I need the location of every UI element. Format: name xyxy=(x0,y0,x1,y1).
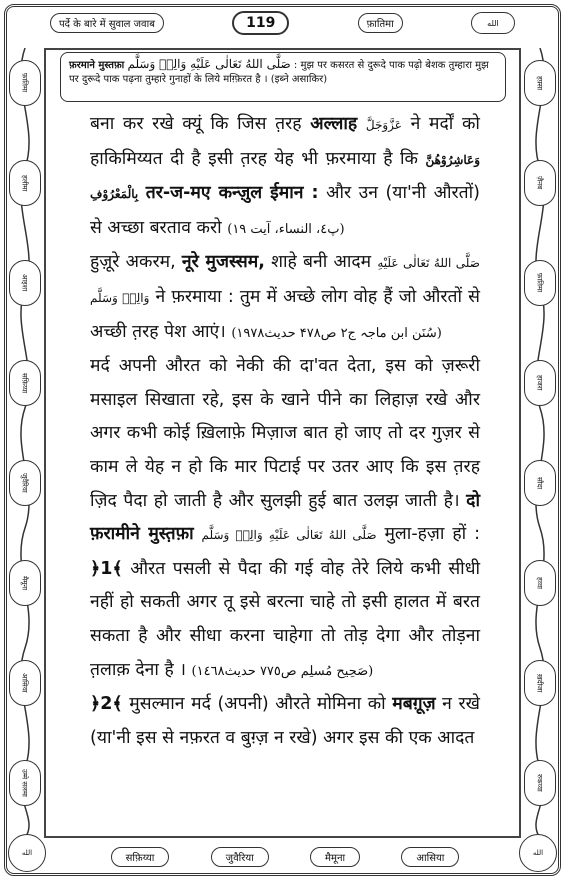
allah-word: अल्लाह xyxy=(310,114,358,134)
paragraph xyxy=(90,246,480,350)
banner-arabic: صَلَّى اللهُ تَعَالٰى عَلَيْهِ وَالِهٖ وَسَلَّم xyxy=(127,57,291,71)
header-name-label: फ़ातिमा xyxy=(358,13,403,33)
side-label-right: हफ़्सा xyxy=(524,60,556,106)
translation-label: तर-ज-मए कन्ज़ुल ईमान : xyxy=(145,183,319,204)
text-span: और उन (या'नी औरतों) से अच्छा बरताव करो xyxy=(90,183,480,238)
hadith-banner xyxy=(60,52,506,102)
paragraph xyxy=(90,350,480,688)
text-span: हुज़ूरे अकरम, xyxy=(90,252,176,273)
reference: (پ٤، النساء، آیت ١٩) xyxy=(227,221,345,237)
corner-calligraphy-left: الله xyxy=(8,834,46,872)
item-number: ﴿2﴾ xyxy=(90,694,123,715)
footer-label: मैमूना xyxy=(310,847,360,867)
paragraph xyxy=(90,688,480,755)
text-span: ने फ़रमाया : तुम में अच्छे लोग वोह हैं जो औरतों से अच्छी त़रह पेश आएं। xyxy=(90,286,480,342)
side-label-left: आइशा xyxy=(9,260,41,306)
banner-text: : मुझ पर कसरत से दुरूदे पाक पढ़ो बेशक तुम्हारा मुझ पर दुरूदे पाक पढ़ना तुम्हारे गुनाहों के लिये मग़्फ़िरत है । (इब्ने असाकिर) xyxy=(69,60,489,85)
side-label-left: हलीमा xyxy=(9,160,41,206)
side-label-right: हव्वा xyxy=(524,560,556,606)
page-header xyxy=(50,8,515,38)
quran-verse: وَعَاشِرُوْهُنَّ بِالْمَعْرُوْفِ xyxy=(90,152,480,202)
page-footer xyxy=(90,844,480,870)
side-label-right: फ़ातिमा xyxy=(524,260,556,306)
text-span: शाहे बनी आदम xyxy=(271,252,372,273)
side-label-left: सफ़िय्या xyxy=(9,360,41,406)
bold-heading: दो फ़रामीने मुस्त़फ़ा xyxy=(90,490,480,545)
text-span: औरत पसली से पैदा की गई वोह तेरे लिये कभी सीधी नहीं हो सकती अगर तू इसे बरत्ना चाहे तो इसी हालत में बरत सकता है और सीधा करना चाहेगा तो तोड़ देगा और तोड़ना त़लाक़ देना है । xyxy=(90,558,480,680)
arabic-honorific: صَلَّى اللهُ تَعَالٰى عَلَيْهِ وَالِهٖ وَسَلَّم xyxy=(90,256,480,305)
bold-title: नूरे मुजस्सम, xyxy=(181,252,265,273)
banner-title: फ़रमाने मुस्तफ़ा xyxy=(69,60,125,71)
side-label-left: जुवैरिया xyxy=(9,460,41,506)
book-title: पर्दे के बारे में सुवाल जवाब xyxy=(50,13,164,33)
text-span: बना कर रखे क्यूं कि जिस त़रह xyxy=(90,114,302,134)
side-label-right: ख़दीजा xyxy=(524,660,556,706)
footer-label: जुवैरिया xyxy=(211,847,269,867)
reference: (صَحِیح مُسلِم ص٧٧٥ حدیث١٤٦٨) xyxy=(191,663,374,679)
paragraph xyxy=(90,108,480,246)
item-number: ﴿1﴾ xyxy=(90,558,123,579)
side-label-left: आसिया xyxy=(9,660,41,706)
side-label-right: सौदा xyxy=(524,460,556,506)
text-span: मर्द अपनी औरत को नेकी की दा'वत देता, इस को ज़रूरी मसाइल सिखाता रहे, इस के खाने पीने का लिहाज़ रखे और अगर कभी कोई ख़िलाफ़े मिज़ाज बात हो जाए तो दर गुज़र से काम ले येह न हो कि मार पिटाई पर उतर आए कि इस त़रह ज़िद पैदा हो जाती है और सुलझी हुई बात उलझ जाती है। xyxy=(90,356,480,511)
footer-label: सफ़िय्या xyxy=(111,847,170,867)
main-text xyxy=(90,108,480,755)
text-span: ने मर्दों को हाकिमिय्यत दी है इसी त़रह येह भी फ़रमाया है कि xyxy=(90,114,480,169)
footer-label: आसिया xyxy=(401,847,459,867)
side-label-left: उम्मे सलमा xyxy=(9,760,41,806)
text-span: मुसल्मान मर्द (अपनी) औरते मोमिना को xyxy=(129,694,386,715)
arabic-honorific: عَزَّوَجَلَّ xyxy=(365,118,402,132)
side-label-right: रुकय्या xyxy=(524,760,556,806)
calligraphy-logo: الله xyxy=(471,12,515,34)
text-span: मुला-हज़ा हों : xyxy=(384,524,480,545)
text-span: न रखे (या'नी इस से नफ़रत व बुग़्ज़ न रखे) अगर इस की एक आदत xyxy=(90,694,480,748)
side-label-right: हाजरा xyxy=(524,360,556,406)
side-label-right: ज़ैनब xyxy=(524,160,556,206)
side-label-left: मैमूना xyxy=(9,560,41,606)
page-number: 119 xyxy=(232,11,289,35)
corner-calligraphy-right: الله xyxy=(519,834,557,872)
reference: (سُنَن ابن ماجہ ج۲ ص۴۷۸ حدیث۱۹۷۸) xyxy=(231,325,442,341)
side-label-left: फ़ातिमा xyxy=(9,60,41,106)
arabic-honorific: صَلَّى اللهُ تَعَالٰى عَلَيْهِ وَالِهٖ وَسَلَّم xyxy=(201,528,377,543)
bold-word: मबग़ूज़ xyxy=(392,694,436,715)
